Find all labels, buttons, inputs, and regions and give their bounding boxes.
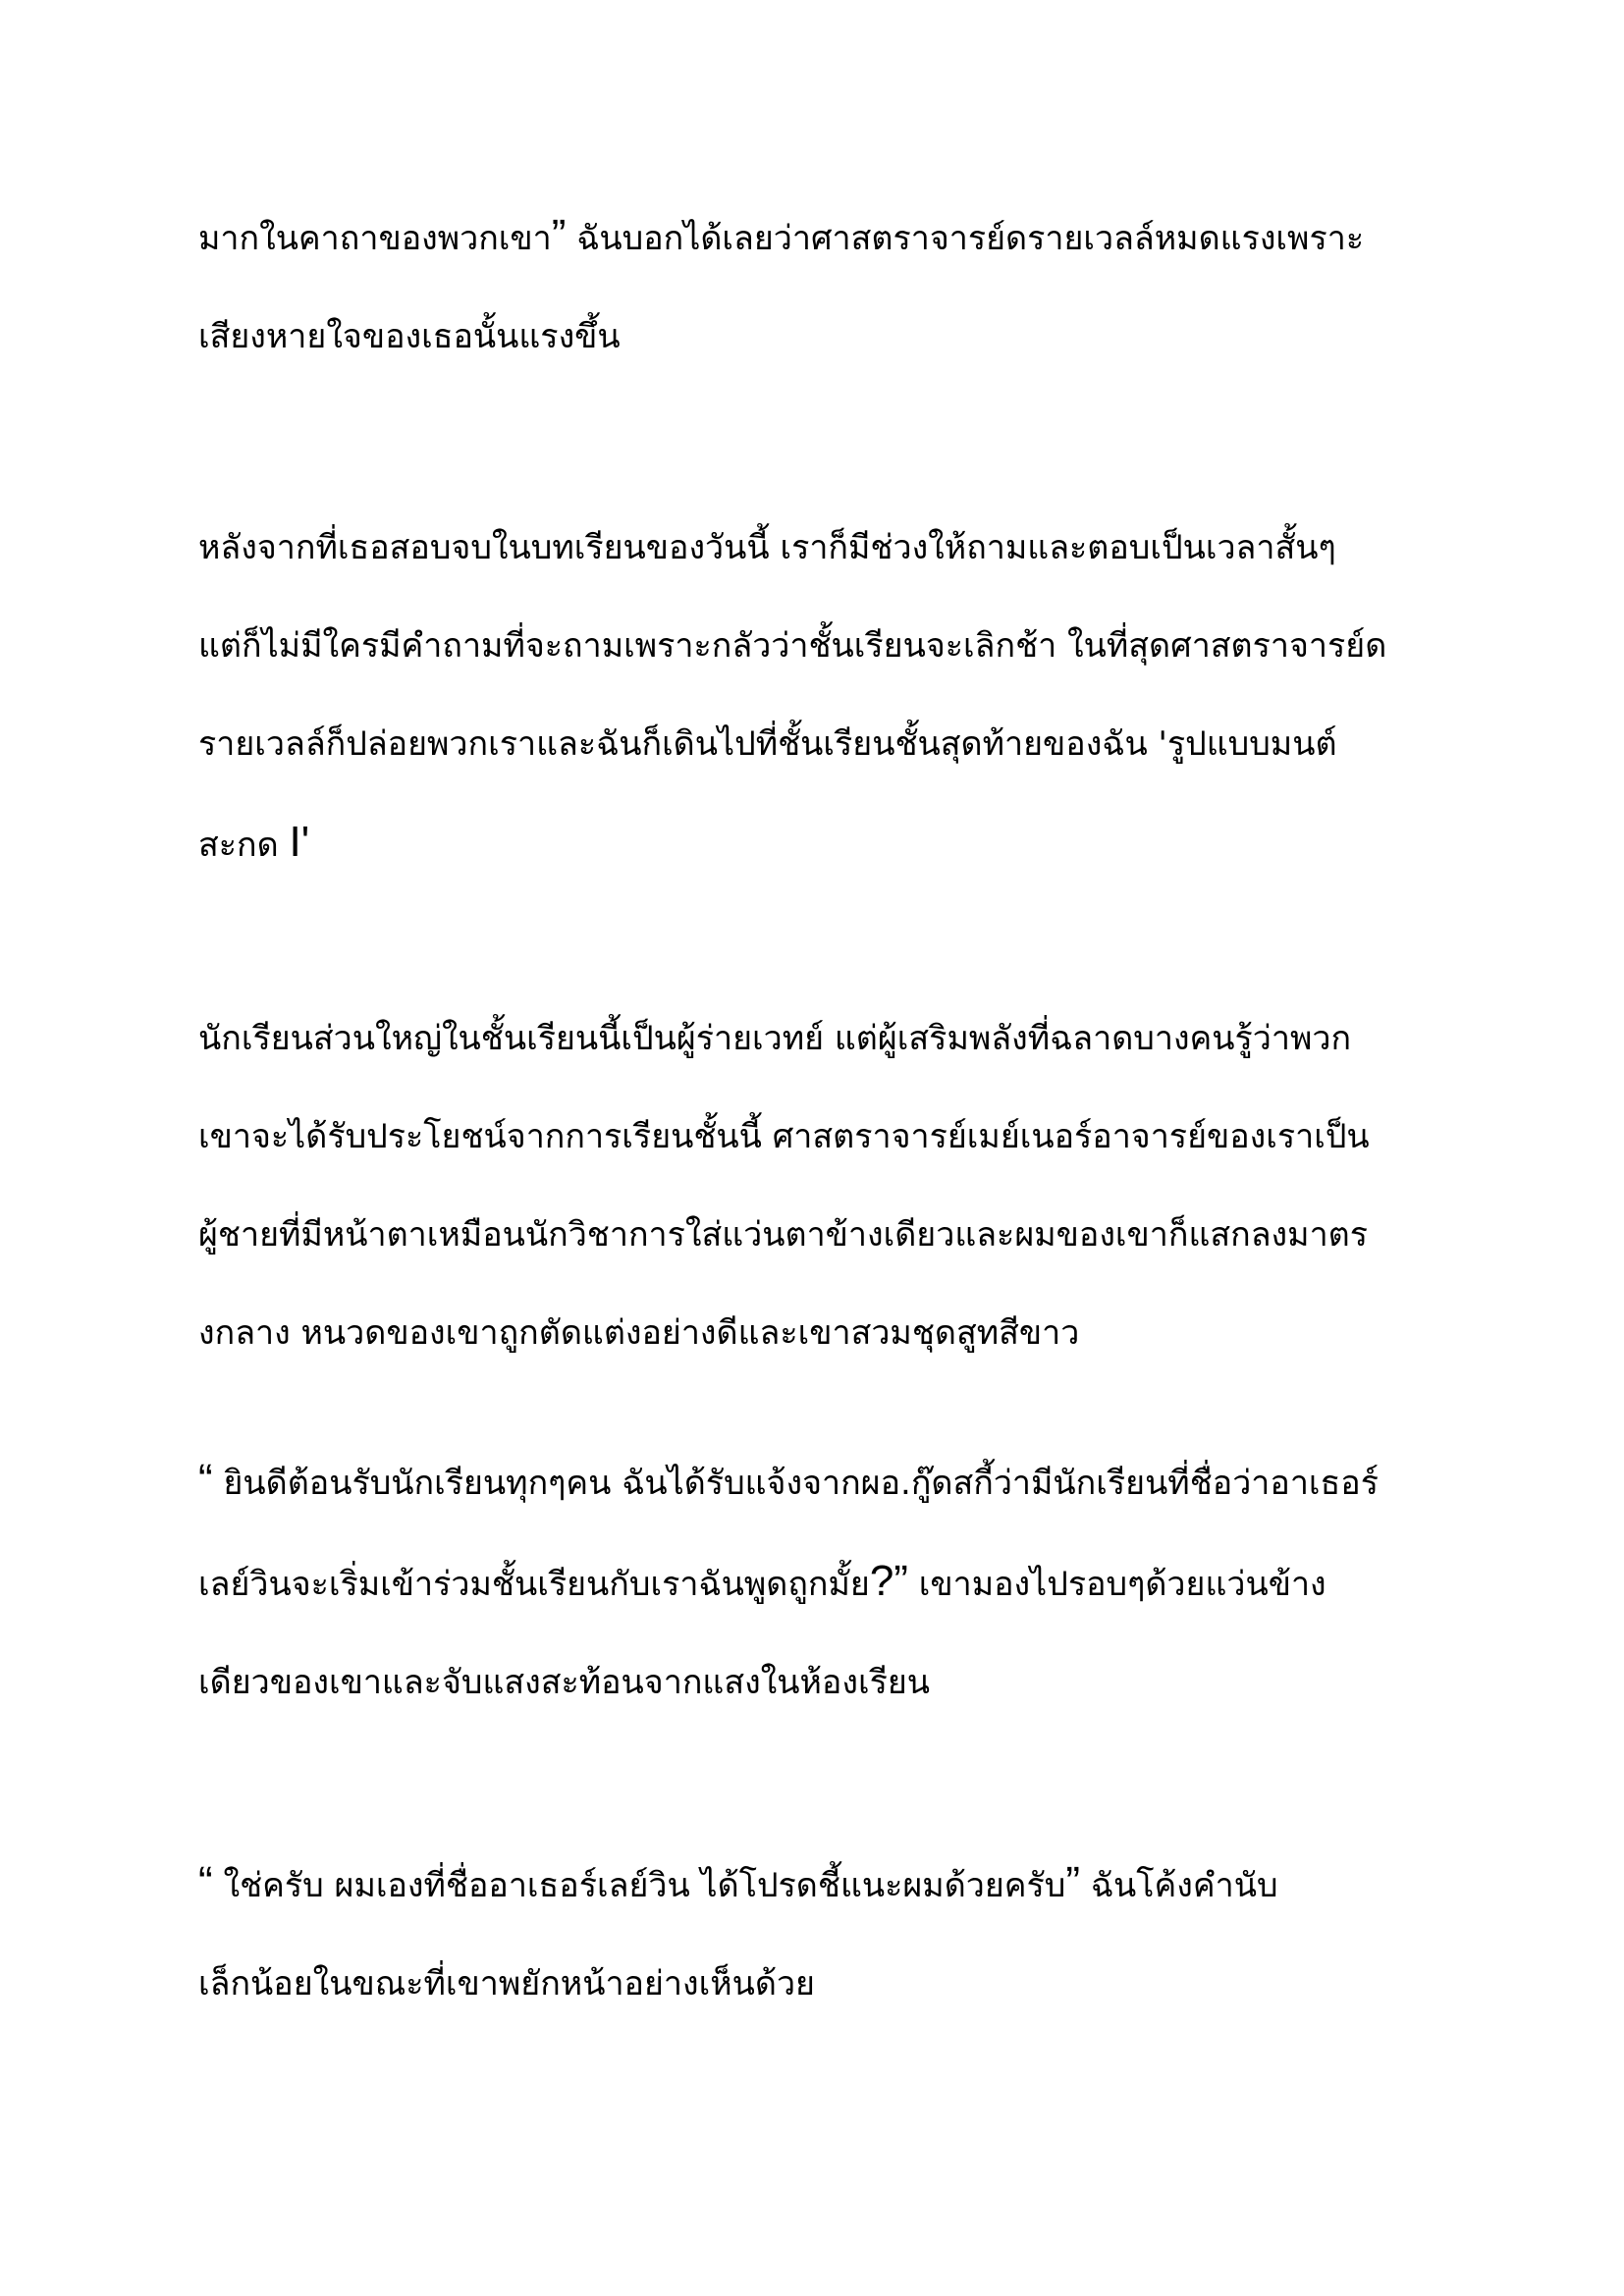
text-run: สะกด — [198, 826, 290, 865]
paragraph-1 — [198, 187, 1475, 386]
paragraph-5-line-2 — [198, 1935, 1475, 2033]
paragraph-2-line-4 — [198, 793, 1475, 894]
paragraph-4 — [198, 1431, 1475, 1732]
text-run: ยินดีต้อนรับนักเรียนทุกๆคน ฉันได้รับแจ้งจากผอ.กู๊ดสกี้ว่ามีนักเรียนที่ชื่อว่าอาเธอร์ — [212, 1464, 1379, 1503]
text-run: นักเรียนส่วนใหญ่ในชั้นเรียนนี้เป็นผู้ร่ายเวทย์ แต่ผู้เสริมพลังที่ฉลาดบางคนรู้ว่าพวก — [198, 1019, 1352, 1058]
paragraph-4-line-3 — [198, 1633, 1475, 1732]
spell-name-suffix: I' — [289, 818, 310, 866]
text-run: รายเวลล์ก็ปล่อยพวกเราและฉันก็เดินไปที่ชั้นเรียนชั้นสุดท้ายของฉัน 'รูปแบบมนต์ — [198, 724, 1337, 764]
paragraph-3-line-3 — [198, 1186, 1475, 1284]
text-run: ผู้ชายที่มีหน้าตาเหมือนนักวิชาการใส่แว่นตาข้างเดียวและผมของเขาก็แสกลงมาตร — [198, 1215, 1368, 1255]
paragraph-3-line-1 — [198, 989, 1475, 1088]
paragraph-3 — [198, 989, 1475, 1382]
text-run: ใช่ครับ ผมเองที่ชื่ออาเธอร์เลย์วิน ได้โปรดชี้แนะผมด้วยครับ — [212, 1866, 1066, 1905]
text-run: เล็กน้อยในขณะที่เขาพยักหน้าอย่างเห็นด้วย — [198, 1964, 815, 2003]
text-run: ฉันบอกได้เลยว่าศาสตราจารย์ดรายเวลล์หมดแรงเพราะ — [566, 219, 1365, 258]
paragraph-3-line-4 — [198, 1284, 1475, 1382]
closing-quote: ” — [1065, 1858, 1081, 1906]
text-run: เขามองไปรอบๆด้วยแว่นข้าง — [907, 1565, 1326, 1604]
paragraph-2-line-1 — [198, 499, 1475, 597]
text-run: เลย์วินจะเริ่มเข้าร่วมชั้นเรียนกับเราฉันพูดถูกมั้ย — [198, 1565, 870, 1604]
paragraph-2-line-3 — [198, 695, 1475, 793]
text-run: หลังจากที่เธอสอบจบในบทเรียนของวันนี้ เราก็มีช่วงให้ถามและตอบเป็นเวลาสั้นๆ — [198, 528, 1336, 567]
paragraph-1-line-2 — [198, 288, 1475, 386]
text-run: งกลาง หนวดของเขาถูกตัดแต่งอย่างดีและเขาสวมชุดสูทสีขาว — [198, 1313, 1080, 1353]
text-run: แต่ก็ไม่มีใครมีคำถามที่จะถามเพราะกลัวว่าชั้นเรียนจะเลิกช้า ในที่สุดศาสตราจารย์ด — [198, 626, 1387, 666]
paragraph-5 — [198, 1834, 1475, 2033]
paragraph-3-line-2 — [198, 1088, 1475, 1186]
closing-quote: ” — [551, 211, 567, 259]
paragraph-1-line-1 — [198, 187, 1475, 288]
opening-quote: “ — [198, 1858, 213, 1906]
paragraph-4-line-2 — [198, 1532, 1475, 1633]
paragraph-4-line-1 — [198, 1431, 1475, 1532]
text-run: เสียงหายใจของเธอนั้นแรงขึ้น — [198, 317, 621, 356]
question-closing-quote: ?” — [869, 1557, 908, 1605]
paragraph-2-line-2 — [198, 597, 1475, 695]
text-run: มากในคาถาของพวกเขา — [198, 219, 552, 258]
text-run: เขาจะได้รับประโยชน์จากการเรียนชั้นนี้ ศาสตราจารย์เมย์เนอร์อาจารย์ของเราเป็น — [198, 1117, 1370, 1156]
opening-quote: “ — [198, 1456, 213, 1504]
paragraph-5-line-1 — [198, 1834, 1475, 1935]
paragraph-2 — [198, 499, 1475, 894]
text-run: ฉันโค้งคำนับ — [1080, 1866, 1278, 1905]
text-run: เดียวของเขาและจับแสงสะท้อนจากแสงในห้องเรียน — [198, 1663, 930, 1702]
